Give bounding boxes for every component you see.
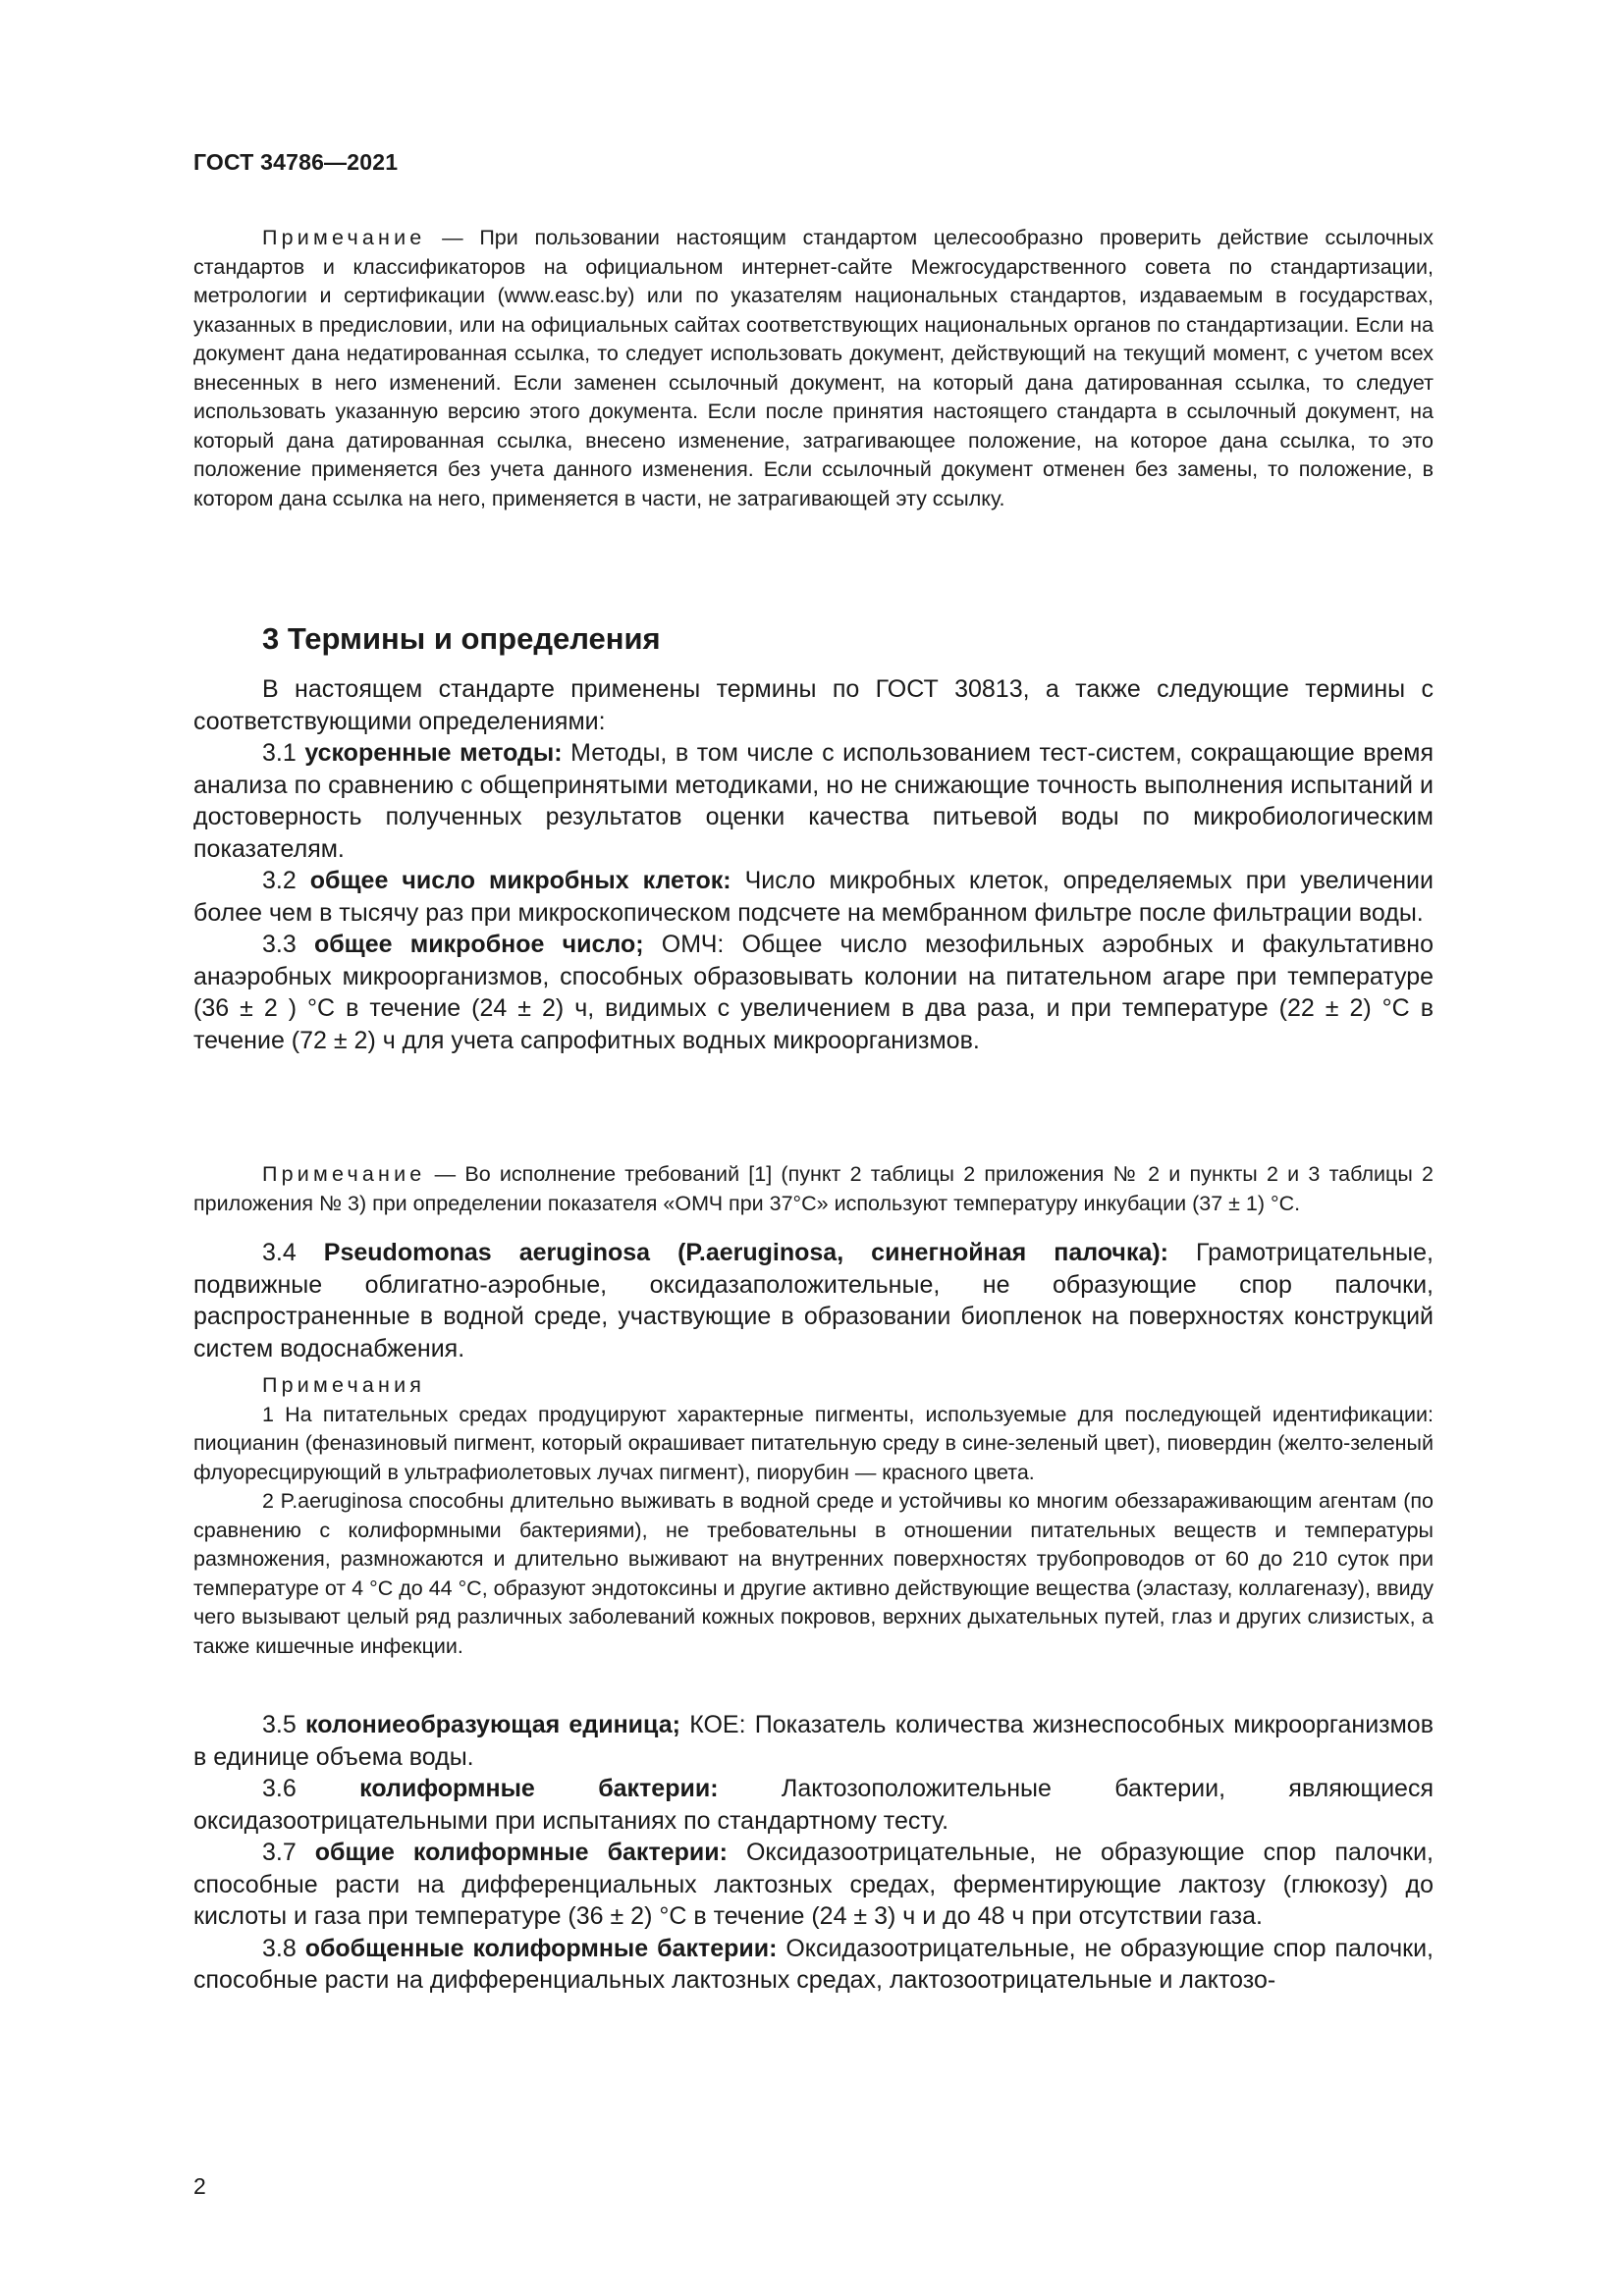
term-definition: КОЕ: Показатель количества жизнеспособных микроорганизмов в единице объема воды. (193, 1711, 1434, 1771)
term-name: общее микробное число; (313, 931, 644, 958)
term-number: 3.3 (262, 931, 314, 958)
term-definition: Число микробных клеток, определяемых при увеличении более чем в тысячу раз при микроскопическом подсчете на мембранном фильтре после фильтрации воды. (193, 867, 1434, 927)
term-entry-3-2 (193, 865, 1434, 929)
term-name: Pseudomonas aeruginosa (P.aeruginosa, синегнойная палочка): (323, 1239, 1169, 1266)
term-number: 3.4 (262, 1239, 324, 1266)
term-definition: ОМЧ: Общее число мезофильных аэробных и факультативно анаэробных микроорганизмов, способных образовывать колонии на питательном агаре при температуре (36 ± 2 ) °С в течение (24 ± 2) ч, видимых с увеличением в два раза, и при температуре (22 ± 2) °С в течение (72 ± 2) ч для учета сапрофитных водных микроорганизмов. (193, 931, 1435, 1054)
term-name: колониеобразующая единица; (305, 1711, 680, 1738)
term-entry-3-8 (193, 1933, 1434, 1997)
document-code-header: ГОСТ 34786—2021 (193, 149, 399, 175)
notes-label: Примечания (262, 1373, 426, 1397)
terms-block (193, 673, 1434, 1056)
note-text: — При пользовании настоящим стандартом целесообразно проверить действие ссылочных стандартов и классификаторов на официальном интернет-сайте Межгосударственного совета по стандартизации, метрологии и сертификации (www.easc.by) или по указателям национальных стандартов, издаваемым в государствах, указанных в предисловии, или на официальных сайтах соответствующих национальных органов по стандартизации. Если на документ дана недатированная ссылка, то следует использовать документ, действующий на текущий момент, с учетом всех внесенных в него изменений. Если заменен ссылочный документ, на который дана датированная ссылка, то следует использовать указанную версию этого документа. Если после принятия настоящего стандарта в ссылочный документ, на который дана датированная ссылка, внесено изменение, затрагивающее положение, на которое дана ссылка, то это положение применяется без учета данного изменения. Если ссылочный документ отменен без замены, то положение, в котором дана ссылка на него, применяется в части, не затрагивающей эту ссылку. (193, 226, 1434, 510)
section-intro: В настоящем стандарте применены термины по ГОСТ 30813, а также следующие термины с соответствующими определениями: (193, 675, 1434, 735)
note-item-1: 1 На питательных средах продуцируют характерные пигменты, используемые для последующей идентификации: пиоцианин (феназиновый пигмент, который окрашивает питательную среду в сине-зеленый цвет), пиовердин (желто-зеленый флуоресцирующий в ультрафиолетовых лучах пигмент), пиорубин — красного цвета. (193, 1402, 1434, 1484)
term-name: колиформные бактерии: (359, 1775, 719, 1802)
term-entry-3-7 (193, 1837, 1434, 1933)
term-definition: Лактозоположительные бактерии, являющиеся оксидазоотрицательными при испытаниях по стандартному тесту. (193, 1775, 1434, 1835)
page-number: 2 (193, 2173, 206, 2199)
note-omch (193, 1160, 1434, 1218)
term-number: 3.6 (262, 1775, 360, 1802)
term-name: обобщенные колиформные бактерии: (304, 1934, 778, 1962)
term-entry-3-1 (193, 737, 1434, 865)
references-note (193, 224, 1434, 513)
notes-pseudomonas (193, 1371, 1434, 1661)
term-entry-3-3 (193, 929, 1434, 1056)
note-text: — Во исполнение требований [1] (пункт 2 таблицы 2 приложения № 2 и пункты 2 и 3 таблицы 2 приложения № 3) при определении показателя «ОМЧ при 37°С» используют температуру инкубации (37 ± 1) °С. (193, 1162, 1434, 1215)
note-label: Примечание (262, 226, 426, 249)
note-item-2: 2 P.aeruginosa способны длительно выживать в водной среде и устойчивы ко многим обеззараживающим агентам (по сравнению с колиформными бактериями), не требовательны в отношении питательных веществ и температуры размножения, размножаются и длительно выживают на внутренних поверхностях трубопроводов от 60 до 210 суток при температуре от 4 °С до 44 °С, образуют эндотоксины и другие активно действующие вещества (эластазу, коллагеназу), ввиду чего вызывают целый ряд различных заболеваний кожных покровов, верхних дыхательных путей, глаз и других слизистых, а также кишечные инфекции. (193, 1489, 1434, 1658)
term-entry-3-5 (193, 1709, 1434, 1773)
term-number: 3.2 (262, 867, 310, 894)
terms-block-continued (193, 1709, 1434, 1997)
term-name: общие колиформные бактерии: (314, 1839, 728, 1866)
term-definition: Оксидазоотрицательные, не образующие спор палочки, способные расти на дифференциальных лактозных средах, лактозоотрицательные и лактозо- (193, 1934, 1435, 1994)
term-number: 3.1 (262, 739, 305, 767)
term-name: общее число микробных клеток: (309, 867, 731, 894)
note-label: Примечание (262, 1162, 426, 1186)
term-definition: Методы, в том числе с использованием тест-систем, сокращающие время анализа по сравнению с общепринятыми методиками, но не снижающие точность выполнения испытаний и достоверность полученных результатов оценки качества питьевой воды по микробиологическим показателям. (193, 739, 1435, 863)
term-number: 3.8 (262, 1934, 305, 1962)
term-definition: Оксидазоотрицательные, не образующие спор палочки, способные расти на дифференциальных лактозных средах, ферментирующие лактозу (глюкозу) до кислоты и газа при температуре (36 ± 2) °С в течение (24 ± 3) ч и до 48 ч при отсутствии газа. (193, 1839, 1434, 1930)
term-entry-3-4 (193, 1237, 1434, 1364)
section-title: 3 Термины и определения (262, 621, 661, 656)
term-number: 3.7 (262, 1839, 315, 1866)
term-definition: Грамотрицательные, подвижные облигатно-аэробные, оксидазаположительные, не образующие спор палочки, распространенные в водной среде, участвующие в образовании биопленок на поверхностях конструкций систем водоснабжения. (193, 1239, 1435, 1362)
term-entry-3-6 (193, 1773, 1434, 1837)
term-name: ускоренные методы: (304, 739, 563, 767)
term-number: 3.5 (262, 1711, 306, 1738)
term-block-3-4 (193, 1237, 1434, 1364)
